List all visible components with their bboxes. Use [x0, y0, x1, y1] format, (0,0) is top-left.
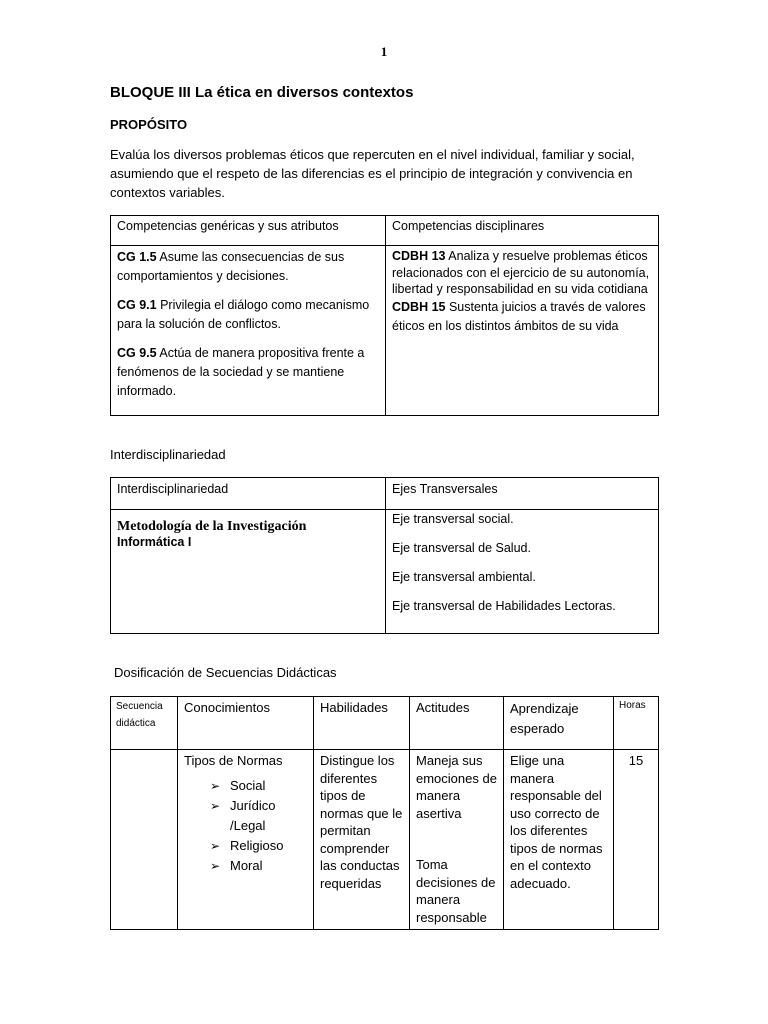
ejes-cell: [386, 510, 659, 634]
conocimientos-cell: [178, 750, 314, 930]
header-secuencia: Secuencia didáctica: [111, 697, 178, 750]
competencias-disciplinares-cell: [386, 246, 659, 416]
cg-item: CG 9.1 Privilegia el diálogo como mecanismo para la solución de conflictos.: [117, 298, 370, 331]
conocimientos-title: Tipos de Normas: [184, 753, 283, 768]
cdbh-item: CDBH 15 Sustenta juicios a través de valores éticos en los distintos ámbitos de su vida: [392, 299, 646, 333]
norma-item: ➢ Religioso: [210, 836, 307, 856]
horas-cell: 15: [614, 750, 659, 930]
arrow-bullet-icon: ➢: [210, 838, 221, 853]
habilidades-cell: Distingue los diferentes tipos de normas que le permitan comprender las conductas requeridas: [314, 750, 410, 930]
eje-item: Eje transversal social.: [392, 512, 514, 526]
arrow-bullet-icon: ➢: [210, 858, 221, 873]
header-horas: Horas: [614, 697, 659, 750]
interdisciplinariedad-heading: Interdisciplinariedad: [110, 447, 226, 462]
interdisciplinariedad-table: [110, 477, 659, 634]
header-aprendizaje: Aprendizaje esperado: [504, 697, 614, 750]
header-habilidades: Habilidades: [314, 697, 410, 750]
competencias-table: [110, 215, 659, 416]
header-actitudes: Actitudes: [410, 697, 504, 750]
materia-informatica: Informática I: [117, 535, 192, 549]
ejes-header: Ejes Transversales: [386, 478, 659, 510]
actitud-item: Toma decisiones de manera responsable: [416, 857, 496, 925]
competencias-header-genericas: Competencias genéricas y sus atributos: [111, 216, 386, 246]
cg-item: CG 1.5 Asume las consecuencias de sus comportamientos y decisiones.: [117, 250, 345, 283]
proposito-text: Evalúa los diversos problemas éticos que repercuten en el nivel individual, familiar y social, asumiendo que el respeto de las diferencias es el principio de integración y convivencia en contextos variables.: [110, 147, 635, 200]
competencias-header-disciplinares: Competencias disciplinares: [386, 216, 659, 246]
competencias-genericas-cell: [111, 246, 386, 416]
proposito-label: PROPÓSITO: [110, 117, 188, 132]
arrow-bullet-icon: ➢: [210, 798, 221, 813]
cdbh-item: CDBH 13 Analiza y resuelve problemas éticos relacionados con el ejercicio de su autonomía, libertad y responsabilidad en su vida cotidiana: [392, 249, 650, 296]
eje-item: Eje transversal de Salud.: [392, 541, 531, 555]
dosificacion-table: [110, 696, 659, 930]
norma-item: ➢ Moral: [210, 856, 307, 876]
page-number: 1: [380, 44, 388, 59]
actitudes-cell: [410, 750, 504, 930]
arrow-bullet-icon: ➢: [210, 778, 221, 793]
secuencia-cell: [111, 750, 178, 930]
interdisciplinariedad-header: Interdisciplinariedad: [111, 478, 386, 510]
page-title: BLOQUE III La ética en diversos contextos: [110, 84, 414, 101]
dosificacion-heading: Dosificación de Secuencias Didácticas: [114, 665, 337, 680]
materia-metodologia: Metodología de la Investigación: [117, 519, 307, 534]
aprendizaje-cell: Elige una manera responsable del uso correcto de los diferentes tipos de normas en el contexto adecuado.: [504, 750, 614, 930]
cg-item: CG 9.5 Actúa de manera propositiva frente a fenómenos de la sociedad y se mantiene informado.: [117, 346, 365, 398]
eje-item: Eje transversal ambiental.: [392, 570, 536, 584]
eje-item: Eje transversal de Habilidades Lectoras.: [392, 599, 616, 613]
header-conocimientos: Conocimientos: [178, 697, 314, 750]
normas-list: [184, 776, 307, 876]
norma-item: ➢ Jurídico /Legal: [210, 797, 276, 833]
norma-item: ➢ Social: [210, 776, 307, 796]
materias-cell: [111, 510, 386, 634]
actitud-item: Maneja sus emociones de manera asertiva: [416, 753, 497, 821]
